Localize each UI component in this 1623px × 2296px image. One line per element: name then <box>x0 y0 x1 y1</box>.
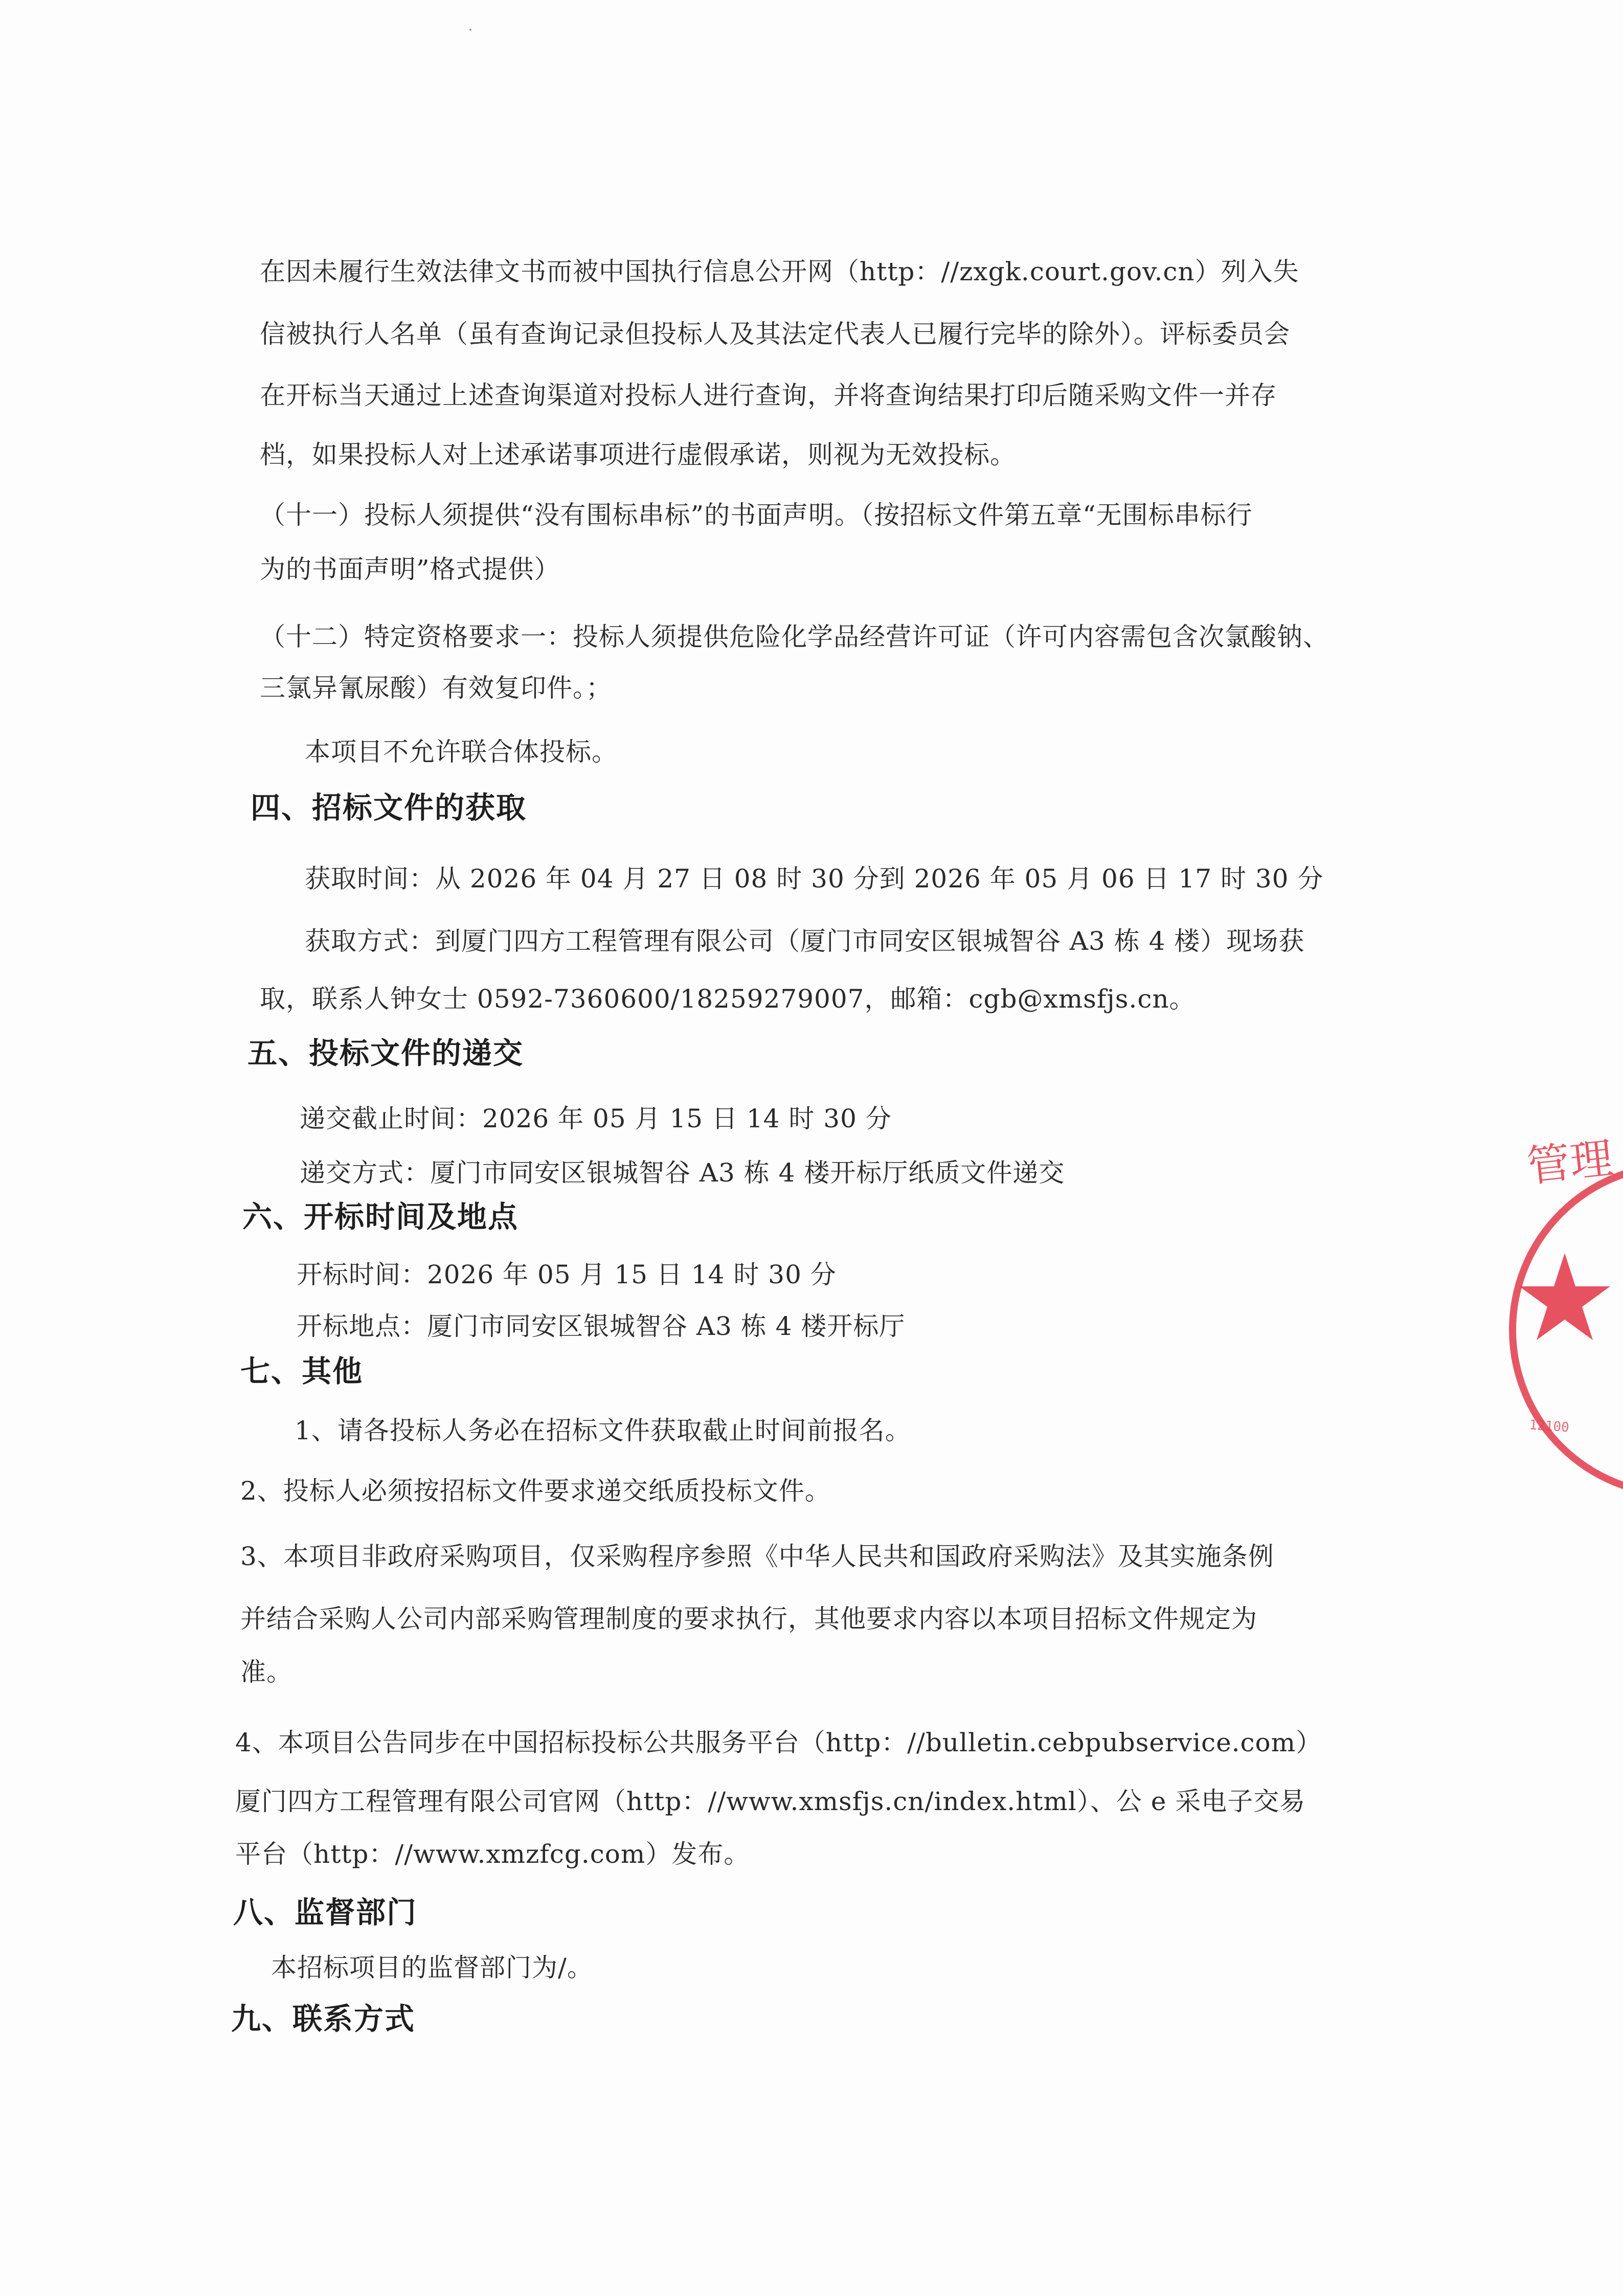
submission-deadline: 递交截止时间：2026 年 05 月 15 日 14 时 30 分 <box>300 1104 892 1133</box>
item-11-line: 为的书面声明”格式提供） <box>260 554 560 584</box>
acquisition-method-cont: 取，联系人钟女士 0592-7360600/18259279007，邮箱：cgb@xmsfjs.cn。 <box>260 984 1196 1014</box>
supervision-text: 本招标项目的监督部门为/。 <box>271 1953 593 1982</box>
other-item-4-cont: 厦门四方工程管理有限公司官网（http：//www.xmsfjs.cn/index.html）、公 e 采电子交易 <box>235 1787 1306 1816</box>
section-4-heading: 四、招标文件的获取 <box>251 790 527 825</box>
acquisition-method: 获取方式：到厦门四方工程管理有限公司（厦门市同安区银城智谷 A3 栋 4 楼）现场获 <box>305 926 1305 956</box>
paragraph-line: 档，如果投标人对上述承诺事项进行虚假承诺，则视为无效投标。 <box>260 440 1016 470</box>
opening-place: 开标地点：厦门市同安区银城智谷 A3 栋 4 楼开标厅 <box>297 1311 906 1341</box>
section-9-heading: 九、联系方式 <box>231 2001 416 2036</box>
paragraph-line: 信被执行人名单（虽有查询记录但投标人及其法定代表人已履行完毕的除外）。评标委员会 <box>260 319 1290 349</box>
seal-graphic <box>1508 1110 1623 1499</box>
other-item-1: 1、请各投标人务必在招标文件获取截止时间前报名。 <box>295 1416 911 1445</box>
other-item-4: 4、本项目公告同步在中国招标投标公共服务平台（http：//bulletin.cebpubservice.com） <box>235 1728 1322 1757</box>
section-6-heading: 六、开标时间及地点 <box>242 1199 519 1234</box>
consortium-note: 本项目不允许联合体投标。 <box>305 737 618 767</box>
section-5-heading: 五、投标文件的递交 <box>247 1036 524 1071</box>
seal-star-icon <box>1519 1253 1610 1340</box>
seal-text: 管理 <box>1524 1132 1616 1192</box>
company-seal <box>1508 1110 1623 1499</box>
section-8-heading: 八、监督部门 <box>233 1895 418 1930</box>
scan-speck <box>469 29 471 31</box>
section-7-heading: 七、其他 <box>240 1354 364 1389</box>
item-12-line: 三氯异氰尿酸）有效复印件。； <box>260 673 612 703</box>
item-11-line: （十一）投标人须提供“没有围标串标”的书面声明。（按招标文件第五章“无围标串标行 <box>260 500 1253 530</box>
other-item-3: 3、本项目非政府采购项目，仅采购程序参照《中华人民共和国政府采购法》及其实施条例 <box>240 1542 1274 1571</box>
acquisition-time: 获取时间：从 2026 年 04 月 27 日 08 时 30 分到 2026 年 05 月 06 日 17 时 30 分 <box>305 864 1324 894</box>
item-12-line: （十二）特定资格要求一：投标人须提供危险化学品经营许可证（许可内容需包含次氯酸钠、 <box>260 622 1329 652</box>
paragraph-line: 在开标当天通过上述查询渠道对投标人进行查询，并将查询结果打印后随采购文件一并存 <box>260 381 1277 410</box>
other-item-3-cont: 准。 <box>240 1657 292 1687</box>
submission-method: 递交方式：厦门市同安区银城智谷 A3 栋 4 楼开标厅纸质文件递交 <box>300 1158 1065 1188</box>
paragraph-line: 在因未履行生效法律文书而被中国执行信息公开网（http：//zxgk.court.gov.cn）列入失 <box>260 257 1299 286</box>
other-item-4-cont: 平台（http：//www.xmzfcg.com）发布。 <box>235 1839 750 1869</box>
opening-time: 开标时间：2026 年 05 月 15 日 14 时 30 分 <box>297 1260 837 1289</box>
other-item-2: 2、投标人必须按招标文件要求递交纸质投标文件。 <box>240 1476 831 1506</box>
other-item-3-cont: 并结合采购人公司内部采购管理制度的要求执行，其他要求内容以本项目招标文件规定为 <box>240 1604 1257 1634</box>
seal-number: 12100 <box>1528 1417 1570 1436</box>
